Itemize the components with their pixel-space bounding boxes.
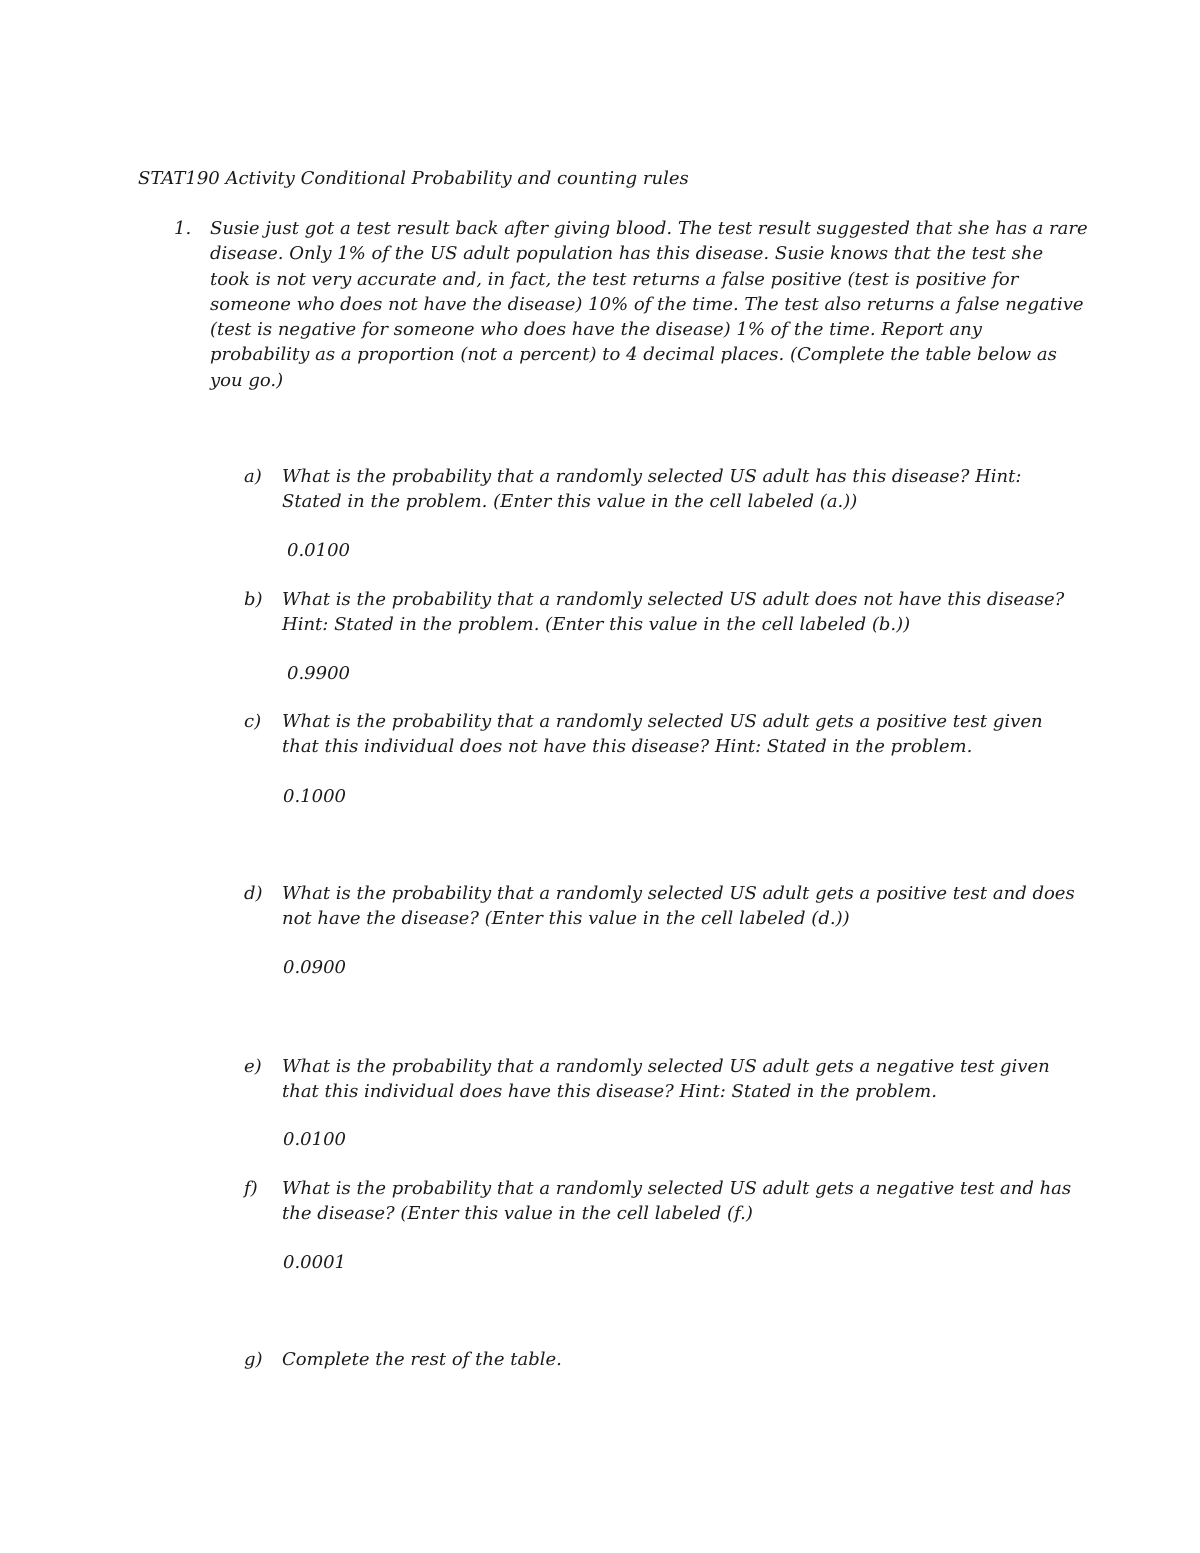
question-letter: e): [244, 1056, 262, 1077]
problem-line: Susie just got a test result back after giving blood. The test result suggested that she has a rare: [210, 218, 1088, 239]
question-line: not have the disease? (Enter this value in the cell labeled (d.)): [282, 908, 850, 930]
answer-d: 0.0900: [283, 957, 346, 978]
answer-c: 0.1000: [283, 786, 346, 807]
question-line: What is the probability that a randomly selected US adult does not have this disease?: [282, 589, 1065, 610]
problem-number: 1.: [174, 218, 192, 239]
question-text: [282, 1176, 1072, 1227]
question-line: What is the probability that a randomly selected US adult gets a negative test and has: [282, 1178, 1072, 1199]
problem-1: [174, 216, 1088, 393]
question-letter: c): [244, 711, 262, 732]
question-letter: a): [244, 466, 262, 487]
answer-b: 0.9900: [287, 663, 350, 684]
question-line: Hint: Stated in the problem. (Enter this value in the cell labeled (b.)): [282, 614, 911, 636]
problem-line: probability as a proportion (not a percent) to 4 decimal places. (Complete the table below as: [210, 344, 1057, 366]
question-line: the disease? (Enter this value in the cell labeled (f.): [282, 1203, 753, 1225]
question-line: What is the probability that a randomly selected US adult gets a positive test given: [282, 711, 1043, 732]
question-text: [282, 881, 1075, 932]
question-line: that this individual does not have this disease? Hint: Stated in the problem.: [282, 736, 973, 758]
question-text: [282, 1054, 1064, 1105]
question-letter: g): [244, 1349, 263, 1370]
question-g: [244, 1347, 1064, 1372]
question-text: [282, 587, 1064, 638]
question-b: [244, 587, 1064, 638]
answer-f: 0.0001: [283, 1252, 346, 1273]
question-text: [282, 709, 1064, 760]
question-c: [244, 709, 1064, 760]
problem-line: (test is negative for someone who does have the disease) 1% of the time. Report any: [210, 319, 982, 341]
question-letter: f): [244, 1178, 258, 1199]
answer-e: 0.0100: [283, 1129, 346, 1150]
document-title: STAT190 Activity Conditional Probability and counting rules: [138, 168, 689, 189]
question-text: [282, 1347, 1064, 1372]
question-line: that this individual does have this disease? Hint: Stated in the problem.: [282, 1081, 937, 1103]
question-line: What is the probability that a randomly selected US adult has this disease? Hint:: [282, 466, 1022, 487]
problem-line: disease. Only 1% of the US adult population has this disease. Susie knows that the test she: [210, 243, 1044, 265]
question-line: Complete the rest of the table.: [282, 1349, 562, 1370]
question-line: What is the probability that a randomly selected US adult gets a negative test given: [282, 1056, 1050, 1077]
problem-line: you go.): [210, 369, 284, 391]
problem-statement: [210, 216, 1088, 393]
question-letter: d): [244, 883, 263, 904]
problem-line: took is not very accurate and, in fact, the test returns a false positive (test is positive for: [210, 268, 1019, 290]
question-d: [244, 881, 1075, 932]
answer-a: 0.0100: [287, 540, 350, 561]
problem-line: someone who does not have the disease) 10% of the time. The test also returns a false negative: [210, 293, 1084, 315]
question-line: Stated in the problem. (Enter this value in the cell labeled (a.)): [282, 491, 858, 513]
question-line: What is the probability that a randomly selected US adult gets a positive test and does: [282, 883, 1075, 904]
question-a: [244, 464, 1064, 515]
question-e: [244, 1054, 1064, 1105]
question-f: [244, 1176, 1072, 1227]
question-text: [282, 464, 1064, 515]
question-letter: b): [244, 589, 263, 610]
